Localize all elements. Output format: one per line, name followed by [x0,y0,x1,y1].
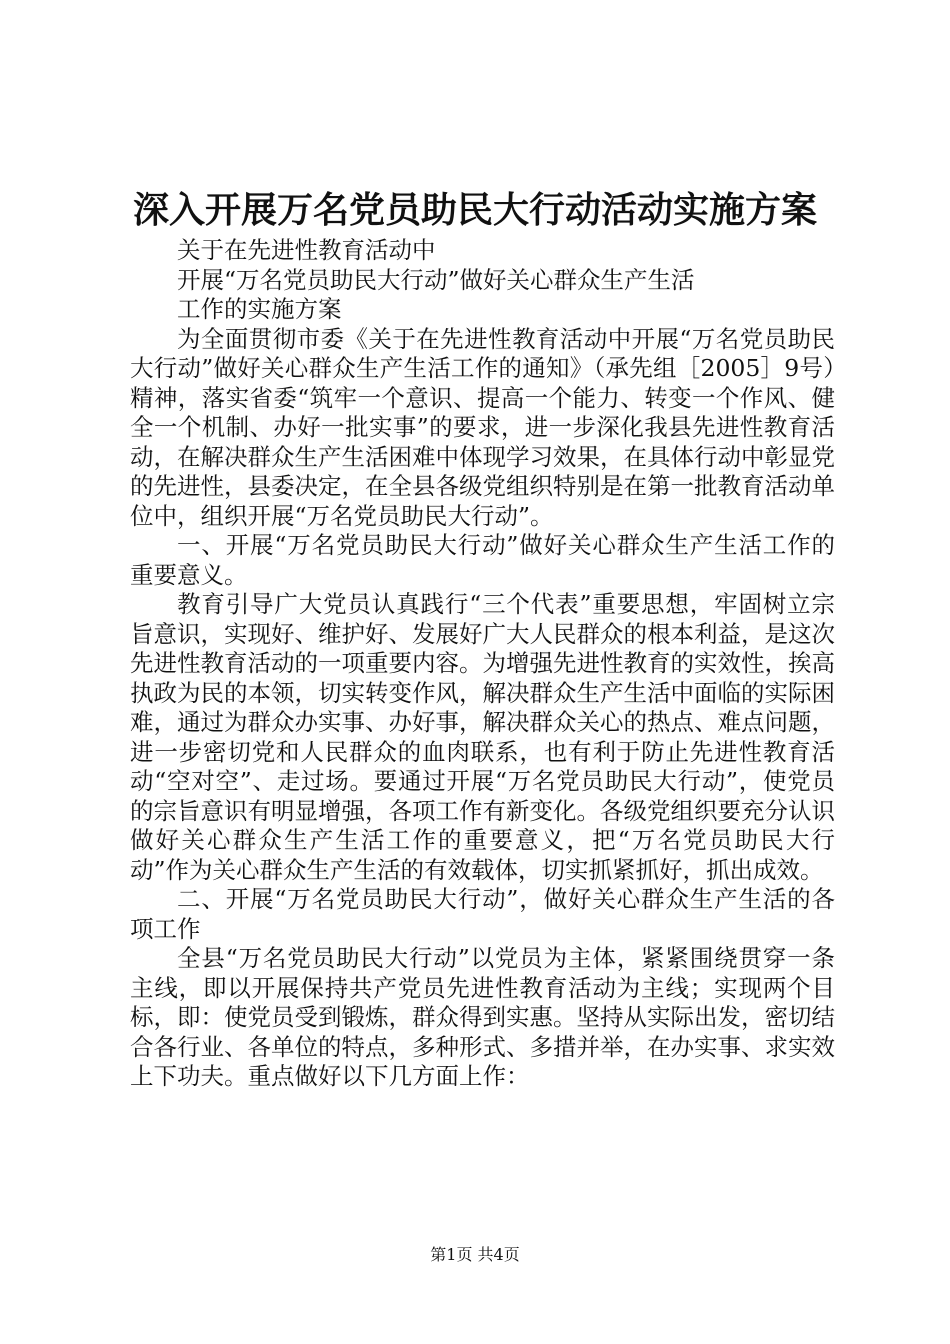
document-body [130,236,835,1092]
paragraph: 教育引导广大党员认真践行“三个代表”重要思想，牢固树立宗旨意识，实现好、维护好、发展好广大人民群众的根本利益，是这次先进性教育活动的一项重要内容。为增强先进性教育的实效性，挨高执政为民的本领，切实转变作风，解决群众生产生活中面临的实际困难，通过为群众办实事、办好事，解决群众关心的热点、难点问题，进一步密切党和人民群众的血肉联系，也有利于防止先进性教育活动“空对空”、走过场。要通过开展“万名党员助民大行动”，使党员的宗旨意识有明显增强，各项工作有新变化。各级党组织要充分认识做好关心群众生产生活工作的重要意义，把“万名党员助民大行动”作为关心群众生产生活的有效载体，切实抓紧抓好，抓出成效。 [130,590,835,884]
subheading-line: 开展“万名党员助民大行动”做好关心群众生产生活 [177,265,695,294]
subheading-line: 关于在先进性教育活动中 [177,236,436,264]
document-title: 深入开展万名党员助民大行动活动实施方案 [132,189,817,231]
section-heading: 一、开展“万名党员助民大行动”做好关心群众生产生活工作的重要意义。 [130,531,835,589]
paragraph: 为全面贯彻市委《关于在先进性教育活动中开展“万名党员助民大行动”做好关心群众生产生活工作的通知》（承先组［2005］9号）精神，落实省委“筑牢一个意识、提高一个能力、转变一个作风、健全一个机制、办好一批实事”的要求，进一步深化我县先进性教育活动，在解决群众生产生活困难中体现学习效果，在具体行动中彰显党的先进性，县委决定，在全县各级党组织特别是在第一批教育活动单位中，组织开展“万名党员助民大行动”。 [130,324,835,530]
paragraph: 全县“万名党员助民大行动”以党员为主体，紧紧围绕贯穿一条主线，即以开展保持共产党员先进性教育活动为主线；实现两个目标，即：使党员受到锻炼，群众得到实惠。坚持从实际出发，密切结合各行业、各单位的特点，多种形式、多措并举，在办实事、求实效上下功夫。重点做好以下几方面上作： [130,944,835,1090]
section-heading: 二、开展“万名党员助民大行动”，做好关心群众生产生活的各项工作 [130,885,835,943]
subheading-line: 工作的实施方案 [177,295,342,323]
page-footer: 第1页 共4页 [430,1245,520,1264]
